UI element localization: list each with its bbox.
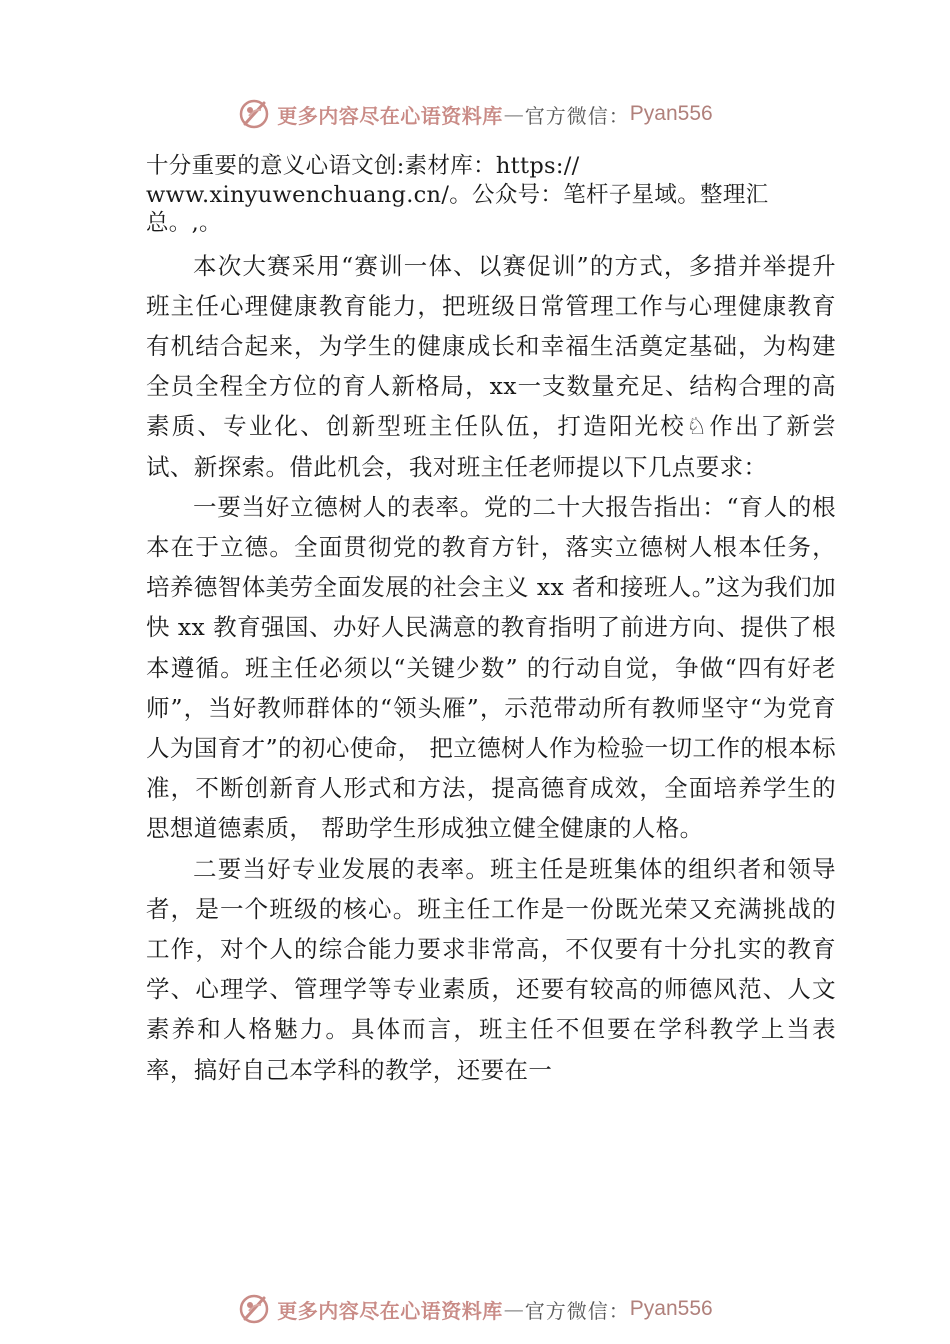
header-banner (0, 94, 950, 134)
banner-wechat-id: Pyan556 (629, 1297, 713, 1320)
footer-banner (0, 1289, 950, 1329)
brand-logo-icon (237, 1292, 271, 1326)
banner-wechat-label: 官方微信： (524, 103, 630, 128)
paragraph-1: 本次大赛采用“赛训一体、以赛促训”的方式，多措并举提升班主任心理健康教育能力，把班级日常管理工作与心理健康教育有机结合起来，为学生的健康成长和幸福生活奠定基础，为构建全员全程全方位的育人新格局，xx一支数量充足、结构合理的高素质、专业化、创新型班主任队伍，打造阳光校♘作出了新尝试、新探索。借此机会，我对班主任老师提以下几点要求： (146, 251, 836, 481)
document-body (146, 152, 836, 1090)
banner-slogan: 更多内容尽在心语资料库 (277, 1298, 503, 1323)
banner-slogan: 更多内容尽在心语资料库 (277, 103, 503, 128)
banner-separator: — (503, 1297, 524, 1321)
banner-separator: — (503, 102, 524, 126)
paragraph-2: 一要当好立德树人的表率。党的二十大报告指出：“育人的根本在于立德。全面贯彻党的教育方针，落实立德树人根本任务，培养德智体美劳全面发展的社会主义 xx 者和接班人。”这为我们加快 xx 教育强国、办好人民满意的教育指明了前进方向、提供了根本遵循。班主任必须以“关键少数” 的行动自觉，争做“四有好老师”，当好教师群体的“领头雁”，示范带动所有教师坚守“为党育人为国育才”的初心使命， 把立德树人作为检验一切工作的根本标准，不断创新育人形式和方法，提高德育成效，全面培养学生的思想道德素质， 帮助学生形成独立健全健康的人格。 (146, 492, 836, 843)
banner-wechat-label: 官方微信： (524, 1298, 630, 1323)
banner-wechat-id: Pyan556 (629, 102, 713, 125)
brand-logo-icon (237, 97, 271, 131)
intro-text: 十分重要的意义心语文创:素材库：https:// www.xinyuwenchuang.cn/。公众号：笔杆子星域。整理汇 总。,。 (146, 153, 769, 236)
paragraph-3: 二要当好专业发展的表率。班主任是班集体的组织者和领导者，是一个班级的核心。班主任工作是一份既光荣又充满挑战的工作，对个人的综合能力要求非常高，不仅要有十分扎实的教育学、心理学、管理学等专业素质，还要有较高的师德风范、人文素养和人格魅力。具体而言，班主任不但要在学科教学上当表率，搞好自己本学科的教学，还要在一 (146, 854, 836, 1084)
